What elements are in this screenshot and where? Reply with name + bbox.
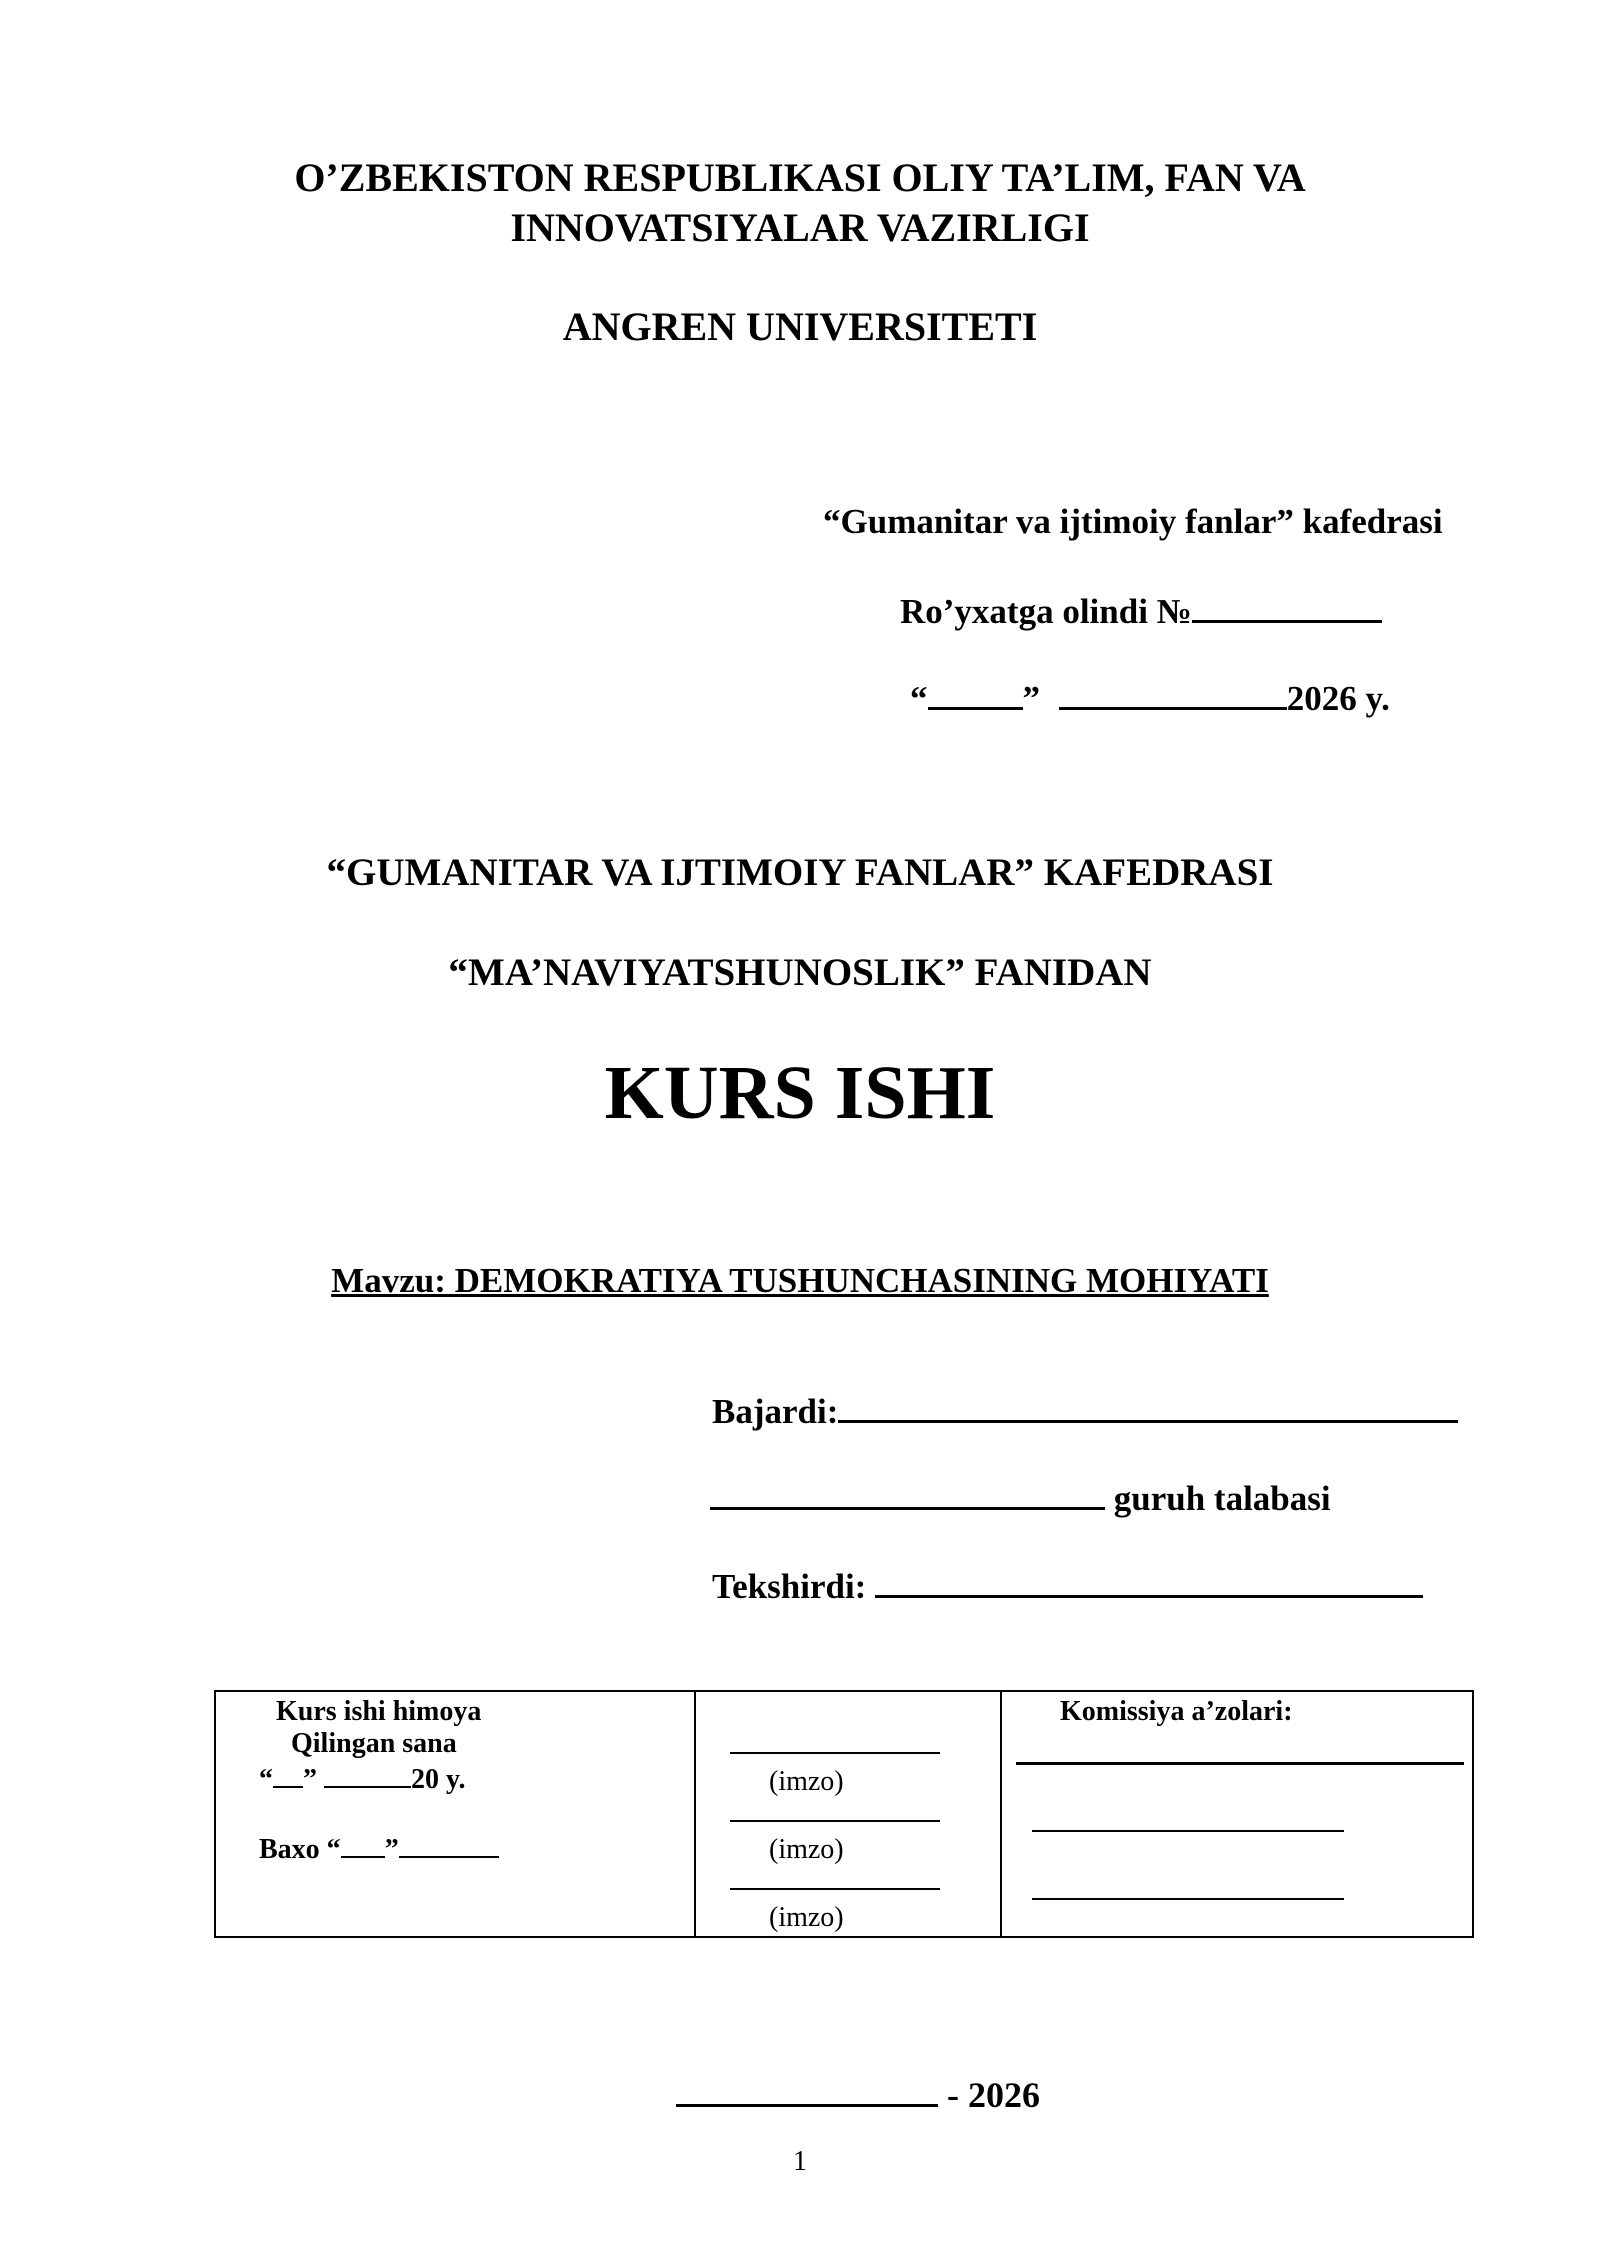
group-field [710, 1477, 1331, 1519]
completed-by-blank [838, 1390, 1458, 1423]
footer-city-blank [676, 2074, 938, 2107]
grade-field [259, 1832, 499, 1866]
commission-line-3 [1032, 1898, 1344, 1900]
registration-number [900, 590, 1382, 632]
table-divider-2 [1000, 1692, 1002, 1936]
department-caps-title: “GUMANITAR VA IJTIMOIY FANLAR” KAFEDRASI [326, 851, 1274, 894]
defense-month-blank [324, 1762, 411, 1788]
date-close-quote: ” [1022, 679, 1040, 718]
checked-by-field [712, 1565, 1423, 1607]
signature-label-2: (imzo) [769, 1834, 844, 1865]
defense-date-open-quote: “ [259, 1764, 273, 1795]
defense-table [214, 1690, 1474, 1938]
topic-title: Mavzu: DEMOKRATIYA TUSHUNCHASINING MOHIYATI [331, 1261, 1269, 1300]
signature-label-3: (imzo) [769, 1902, 844, 1933]
completed-by-label: Bajardi: [712, 1392, 839, 1431]
checked-by-label: Tekshirdi: [712, 1567, 867, 1606]
group-blank [710, 1477, 1105, 1510]
registration-date [910, 677, 1390, 719]
page-number: 1 [793, 2146, 807, 2177]
commission-label: Komissiya a’zolari: [1060, 1696, 1293, 1727]
ministry-title-line2: INNOVATSIYALAR VAZIRLIGI [510, 205, 1090, 250]
department-name: “Gumanitar va ijtimoiy fanlar” kafedrasi [823, 502, 1443, 541]
signature-line-3 [730, 1888, 940, 1890]
signature-label-1: (imzo) [769, 1766, 844, 1797]
defense-date-year: 20 y. [411, 1764, 466, 1795]
defense-date-close-quote: ” [303, 1764, 317, 1795]
document-type-title: KURS ISHI [604, 1051, 996, 1135]
defense-label-line1: Kurs ishi himoya [276, 1696, 482, 1727]
university-name: ANGREN UNIVERSITETI [562, 304, 1038, 349]
registration-label: Ro’yxatga olindi № [900, 592, 1192, 631]
grade-label: Baxo “ [259, 1834, 341, 1865]
date-month-blank [1059, 677, 1287, 710]
date-year: 2026 y. [1286, 679, 1390, 718]
grade-blank [341, 1832, 385, 1858]
signature-line-1 [730, 1752, 940, 1754]
grade-value-blank [399, 1832, 499, 1858]
date-open-quote: “ [910, 679, 928, 718]
checked-by-blank [875, 1565, 1423, 1598]
ministry-title-line1: O’ZBEKISTON RESPUBLIKASI OLIY TA’LIM, FAN VA [294, 155, 1306, 200]
completed-by-field [712, 1390, 1458, 1432]
subject-title: “MA’NAVIYATSHUNOSLIK” FANIDAN [448, 951, 1152, 994]
table-divider-1 [694, 1692, 696, 1936]
commission-line-1 [1016, 1762, 1464, 1765]
grade-close-quote: ” [384, 1834, 399, 1865]
defense-date [259, 1762, 465, 1796]
defense-day-blank [273, 1762, 303, 1788]
date-day-blank [928, 677, 1023, 710]
footer-year-line [676, 2074, 1040, 2116]
group-student-label: guruh talabasi [1113, 1479, 1331, 1518]
footer-year: - 2026 [947, 2075, 1040, 2115]
registration-number-blank [1192, 590, 1382, 623]
defense-label-line2: Qilingan sana [291, 1728, 457, 1759]
commission-line-2 [1032, 1830, 1344, 1832]
signature-line-2 [730, 1820, 940, 1822]
